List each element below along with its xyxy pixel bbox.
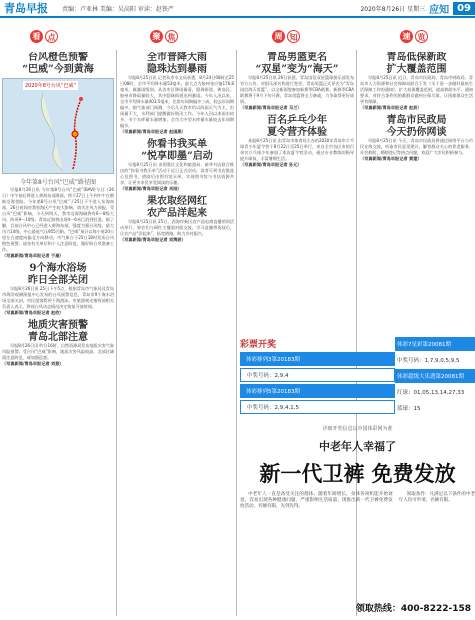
headline-geo-hazard: 地质灾害预警 青岛北部注意 bbox=[28, 320, 88, 343]
column-kandian bbox=[2, 52, 114, 616]
editor-credits: 责编：卢亚林 美编：吴高阳 审读：赵铁严 bbox=[62, 5, 174, 13]
lottery-row-text: 中奖号码：2,9,4,1,5 bbox=[247, 405, 299, 411]
headline-welfare: 青岛低保新政 扩大覆盖范围 bbox=[386, 52, 447, 75]
article-source: （写真新闻/青岛早报记者 黄建） bbox=[360, 156, 422, 161]
tab-char: 看 bbox=[30, 30, 43, 43]
lottery-row bbox=[395, 385, 475, 399]
ad-side bbox=[399, 492, 475, 510]
lottery-title: 彩票开奖 bbox=[240, 340, 277, 350]
ad-side-text: 领取条件：凡满足以下条件的中老年人均可申请，名额有限。 bbox=[398, 492, 475, 503]
tab-char: 周 bbox=[272, 30, 285, 43]
article-welfare-body bbox=[360, 75, 473, 105]
article-text: 早报8月25日讯 由即墨区文化和旅游局、新华书店联合推出的“你看书我买单”活动于近日正式启动。读者可到书店挑选心仪图书，借阅后由图书馆买单，实现图书馆与书店资源共享，让更多市民享受阅读的乐趣。 bbox=[120, 162, 234, 185]
article-pingpong-body bbox=[240, 138, 354, 162]
tab-sulan bbox=[400, 30, 428, 43]
map-title: 2020年8号台风“巴威” bbox=[25, 83, 77, 89]
advertisement bbox=[240, 432, 475, 618]
tab-jujiao bbox=[150, 30, 178, 43]
article-text: 早报8月25日讯 今天，青岛市民政局将通过网络平台与市民在线交流，听取市民意见建议，解答群众关心的养老服务、社会救助、婚姻登记等热点问题，欢迎广大市民积极参与。 bbox=[360, 138, 473, 155]
lottery-row-text: 体彩排列5第20183期 bbox=[246, 389, 300, 395]
ad-headline: 新一代卫裤 免费发放 bbox=[259, 461, 456, 486]
article-source: （写真新闻/青岛早报记者 孙元） bbox=[240, 162, 302, 167]
lottery-row bbox=[395, 353, 475, 367]
lottery-results-2 bbox=[395, 337, 475, 425]
column-divider bbox=[236, 50, 237, 616]
headline-typhoon: 台风橙色预警 “巴威”今到黄海 bbox=[22, 52, 94, 75]
map-caption: 今年第8号台风“巴威”路径图 bbox=[19, 179, 97, 186]
issue-date: 2020年8月26日 星期三 bbox=[360, 5, 426, 13]
ad-body-text: 中老年人一直是备受关注的群体。随着年龄增长，身体各项机能开始衰退，容易出现各种健康问题，严重影响生活质量。现推出新一代卫裤免费发放活动，名额有限，先到先得。 bbox=[240, 492, 393, 509]
article-source: （写真新闻/青岛早报记者 刘海波） bbox=[120, 237, 186, 242]
article-civil-body bbox=[360, 138, 473, 156]
lottery-row bbox=[395, 401, 475, 415]
section-name: 应知 bbox=[429, 4, 450, 16]
article-source: （写真新闻/青岛早报记者 于凝） bbox=[2, 253, 64, 258]
lottery-row-text: 中奖号码：1,7,9,0,5,9,5 bbox=[397, 358, 460, 364]
article-text: 本报8月25日讯 由青岛市体育局主办的2020年青岛市乒乓球青少年夏令营于8月22日至25日举行，来自全市各区市的百余名乒乓球少年参加了本次夏令营活动，通过专业教练的指导提升球技，丰富暑期生活。 bbox=[240, 138, 354, 161]
article-text: 早报8月26日讯 25日下午5点，根据青岛市气象局及青岛市海洋观测预报中心发布的台风预警信息，青岛市9个海水浴场全部关闭，市民游客暂停下海游泳。市旅游观光指挥部相关负责人表示，将视台风动态情况决定恢复开放时间。 bbox=[2, 286, 114, 309]
headline-civil-affairs: 青岛市民政局 今天扔你网谈 bbox=[386, 115, 447, 138]
tab-char: 览 bbox=[415, 30, 428, 43]
lottery-row bbox=[240, 352, 395, 366]
page-number: 09 bbox=[453, 2, 475, 15]
lottery-row-text: 红球：01,05,13,14,27,33 bbox=[397, 390, 465, 396]
ad-phone: 领取热线：400-8222-158 bbox=[355, 604, 471, 614]
lottery-row-text: 体彩排列3第20183期 bbox=[246, 357, 300, 363]
lottery-row bbox=[240, 384, 395, 398]
column-jujiao bbox=[120, 52, 234, 616]
lottery-row bbox=[240, 368, 395, 382]
headline-farmers: 果农取经网红 农产品洋起来 bbox=[147, 196, 207, 219]
article-beaches-body bbox=[2, 286, 114, 310]
ad-top-line: 中老年人幸福了 bbox=[319, 440, 396, 453]
article-source: （写真新闻/青岛早报记者 赵波） bbox=[360, 105, 422, 110]
lottery-results bbox=[240, 337, 395, 425]
article-text: 早报8月26日讯 昨日16时，自然资源局发布地质灾害气象风险预警。受台风“巴威”影响，地质灾害风险较高，北部区域需注意防范，请加强巡查。 bbox=[2, 343, 114, 360]
lottery-row-text: 体彩超级大乐透第20081期 bbox=[397, 374, 464, 380]
tab-char: 焦 bbox=[165, 30, 178, 43]
lottery-row bbox=[395, 337, 475, 351]
column-divider bbox=[116, 50, 117, 616]
column-zhouzhi bbox=[240, 52, 354, 330]
typhoon-track-map bbox=[2, 78, 114, 174]
tab-zhouzhi bbox=[272, 30, 300, 43]
newspaper-logo: 青岛早报 bbox=[4, 2, 48, 15]
article-text: 早报8月25日讯 近日，青岛市民政局、青岛市财政局、青岛市人力资源和社会保障局联合下发《关于进一步做好最低生活保障工作的通知》，扩大低保覆盖范围，提高救助水平。通知要求，对符合条件的困难群众做到应保尽保，让困难群众生活更有保障。 bbox=[360, 75, 473, 104]
tab-char: 点 bbox=[45, 30, 58, 43]
headline-beaches: 9个海水浴场 昨日全部关闭 bbox=[28, 263, 88, 286]
article-source: （写真新闻/青岛早报记者 赵欣） bbox=[2, 310, 64, 315]
headline-rain: 全市普降大雨 隐珠达到暴雨 bbox=[147, 52, 207, 75]
lottery-row-text: 蓝球：15 bbox=[397, 406, 421, 412]
article-reading-body bbox=[120, 162, 234, 186]
tab-char: 知 bbox=[287, 30, 300, 43]
tab-char: 聚 bbox=[150, 30, 163, 43]
article-source: （写真新闻/青岛早报记者 马兰） bbox=[240, 105, 302, 110]
lottery-row-text: 体彩7星彩第20081期 bbox=[397, 342, 451, 348]
article-farmers-body bbox=[120, 219, 234, 237]
article-source: （写真新闻/青岛早报记者 刘振） bbox=[2, 361, 64, 366]
article-geo-body bbox=[2, 343, 114, 361]
article-rain-body bbox=[120, 75, 234, 129]
ad-body bbox=[240, 492, 393, 510]
article-typhoon-body bbox=[2, 187, 114, 253]
article-text: 早报8月26日讯 今年第8号台风“巴威”(BAVI)今日（26日）中午前后将进入黄海东部海面，将于27日上午到中午在朝鲜沿海登陆。今年第8号台风“巴威”于25日下午进入东海南部，26日夜间对我省海区产生较大影响，请关注风力预报。受台风“巴威”影响，今天到明天，我市沿海海域将有6～8级大风，阵风9～10级；青岛近海将出现4～6米巨浪到狂浪。据了解，目前台风中心已经进入黄海东部，强度为强台风级，最大风力14级，中心最低气压955百帕。“巴威”预计以每小时20公里左右速度向偏北方向移动。市气象台于25日18时发布台风橙色预警，请各有关单位和个人注意防范，做好防台风准备工作。 bbox=[2, 187, 114, 252]
article-text: 早报8月25日讯 26日获悉，青岛国信双星篮球俱乐部发布官方公告，对俱乐部名称进行变更。青岛男篮正式更名为“青岛国信海天男篮”，以全新面貌参加新赛季CBA联赛。新赛季CBA联赛将于9月下旬开赛，青岛男篮将全力备战，力争取得更好成绩。 bbox=[240, 75, 354, 104]
headline-reading: 你看书我买单 “悦享即墨”启动 bbox=[141, 139, 213, 162]
headline-pingpong: 百名乒乓少年 夏令营齐体验 bbox=[267, 115, 327, 138]
lottery-row-text: 中奖号码：2,9,4 bbox=[247, 373, 289, 379]
tab-char: 速 bbox=[400, 30, 413, 43]
article-source: （写真新闻/青岛早报记者 赵国燕） bbox=[120, 129, 186, 134]
headline-basketball: 青岛男篮更名 “双星”变为“海天” bbox=[255, 52, 339, 75]
typhoon-path-graphic bbox=[3, 79, 113, 173]
article-text: 早报8月25日讯 25日，西海岸新区农产品电商直播培训活动举行，果农们与网红主播面对面交流，学习直播带货技巧，让农产品“洋起来”，拓宽销路，助力乡村振兴。 bbox=[120, 219, 234, 236]
lottery-row bbox=[395, 369, 475, 383]
lottery-footer: 详细开奖信息以中国体彩网为准 bbox=[322, 426, 393, 432]
article-source: （写真新闻/青岛早报记者 肖刚） bbox=[120, 186, 182, 191]
page-header bbox=[0, 0, 475, 18]
tab-kandian bbox=[30, 30, 58, 43]
article-text: 早报8月25日讯 记者从市水文局获悉，8月24日08时至25日08时，全市平均降水量53毫米，最大点为胶州张应镇176.8毫米，属暴雨级别。从各市区降雨量看，隐珠街道、黄岛区、胶州市降雨量较大，其中隐珠街道达到暴雨。今年入汛以来，全市平均降水量403.5毫米，比常年同期偏多三成，较去年同期偏多。据气象部门预测，今后几天我市仍以阵雨天气为主，但雨量不大，水利部门提醒做好防汛工作。今年入汛以来雨水较多，多个水库蓄水量增加，全市大中型水库蓄水量较去年同期偏多。 bbox=[120, 75, 234, 128]
lottery-row bbox=[240, 400, 395, 414]
article-basketball-body bbox=[240, 75, 354, 105]
